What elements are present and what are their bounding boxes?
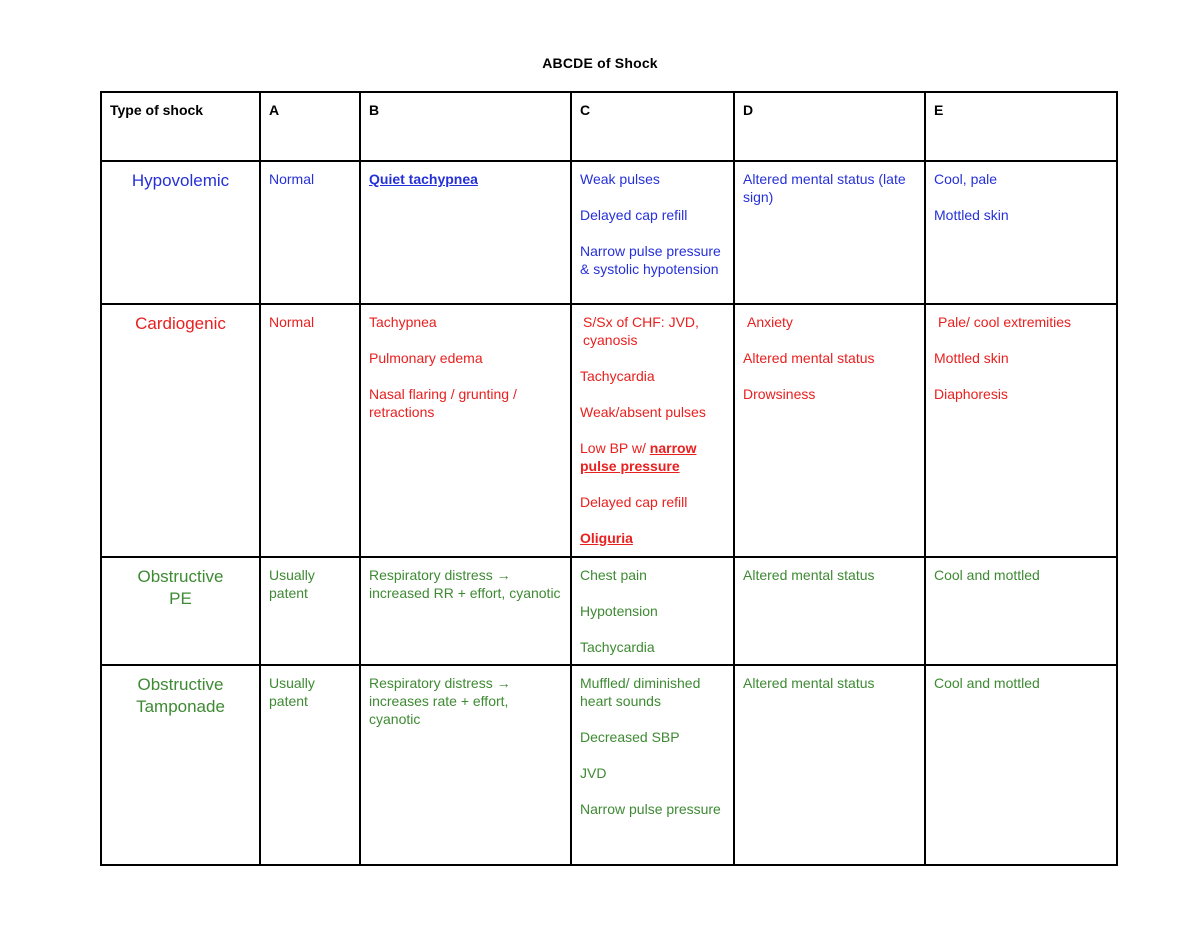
row-obstructive-tamponade <box>101 665 1117 865</box>
cell-text: Pulmonary edema <box>369 350 483 366</box>
cell-text: Hypotension <box>580 603 658 619</box>
cell-d <box>734 161 925 304</box>
cell-text: Anxiety <box>747 314 793 330</box>
cell-d <box>734 665 925 865</box>
header-b: B <box>360 92 571 161</box>
type-sublabel: PE <box>169 589 192 608</box>
cell-text: Tachycardia <box>580 639 655 655</box>
document-title: ABCDE of Shock <box>542 55 658 71</box>
cell-text: Cool and mottled <box>934 675 1040 691</box>
row-obstructive-pe <box>101 557 1117 665</box>
cell-text: Respiratory distress → increased RR + effort, cyanotic <box>369 567 561 601</box>
cell-text: Mottled skin <box>934 207 1009 223</box>
cell-text: Decreased SBP <box>580 729 680 745</box>
cell-text: Drowsiness <box>743 386 816 402</box>
cell-b <box>360 665 571 865</box>
cell-text: Cool and mottled <box>934 567 1040 583</box>
type-label: Hypovolemic <box>131 171 230 190</box>
cell-type <box>101 665 260 865</box>
cell-text: Pale/ cool extremities <box>938 314 1072 330</box>
cell-text: Altered mental status (late sign) <box>743 171 906 205</box>
cell-text: Narrow pulse pressure <box>580 801 721 817</box>
cell-text: Altered mental status <box>743 567 875 583</box>
cell-a <box>260 304 360 557</box>
text-prefix: Low BP w/ <box>580 440 650 456</box>
cell-text: Cool, pale <box>934 171 998 187</box>
cell-text: JVD <box>580 765 607 781</box>
cell-text: S/Sx of CHF: JVD, cyanosis <box>583 314 699 348</box>
cell-b <box>360 161 571 304</box>
cell-a <box>260 557 360 665</box>
type-label: Obstructive <box>137 567 224 586</box>
cell-e <box>925 665 1117 865</box>
header-row <box>101 92 1117 161</box>
type-label: Obstructive <box>137 675 224 694</box>
cell-b <box>360 557 571 665</box>
cell-e <box>925 161 1117 304</box>
type-label: Cardiogenic <box>135 314 226 333</box>
cell-text-emphasis: Quiet tachypnea <box>369 171 478 187</box>
cell-d <box>734 557 925 665</box>
shock-table <box>100 91 1118 866</box>
header-type: Type of shock <box>101 92 260 161</box>
cell-text: Narrow pulse pressure & systolic hypotension <box>580 243 721 277</box>
cell-text <box>580 439 725 475</box>
cell-text: Muffled/ diminished heart sounds <box>580 675 701 709</box>
cell-text: Weak/absent pulses <box>580 404 706 420</box>
type-sublabel: Tamponade <box>136 697 225 716</box>
header-e: E <box>925 92 1117 161</box>
cell-b <box>360 304 571 557</box>
cell-a <box>260 665 360 865</box>
cell-text: Altered mental status <box>743 350 875 366</box>
cell-text: Normal <box>269 171 315 187</box>
cell-c <box>571 557 734 665</box>
cell-text: Normal <box>269 314 315 330</box>
cell-text: Chest pain <box>580 567 647 583</box>
cell-text: Diaphoresis <box>934 386 1008 402</box>
cell-c <box>571 665 734 865</box>
header-a: A <box>260 92 360 161</box>
cell-text: Altered mental status <box>743 675 875 691</box>
cell-text: Usually patent <box>269 567 315 601</box>
cell-type <box>101 304 260 557</box>
header-c: C <box>571 92 734 161</box>
cell-text: Nasal flaring / grunting / retractions <box>369 386 517 420</box>
cell-text: Mottled skin <box>934 350 1009 366</box>
text-emphasis: narrow pulse pressure <box>580 440 697 474</box>
row-hypovolemic <box>101 161 1117 304</box>
cell-a <box>260 161 360 304</box>
cell-text: Delayed cap refill <box>580 494 688 510</box>
cell-text: Usually patent <box>269 675 315 709</box>
cell-text: Weak pulses <box>580 171 660 187</box>
cell-text-emphasis: Oliguria <box>580 530 633 546</box>
cell-text: Respiratory distress → increases rate + effort, cyanotic <box>369 675 511 727</box>
cell-d <box>734 304 925 557</box>
cell-text: Tachypnea <box>369 314 437 330</box>
cell-type <box>101 557 260 665</box>
header-d: D <box>734 92 925 161</box>
cell-text: Tachycardia <box>580 368 655 384</box>
cell-type <box>101 161 260 304</box>
cell-c <box>571 304 734 557</box>
row-cardiogenic <box>101 304 1117 557</box>
cell-e <box>925 557 1117 665</box>
cell-text: Delayed cap refill <box>580 207 688 223</box>
cell-c <box>571 161 734 304</box>
cell-e <box>925 304 1117 557</box>
